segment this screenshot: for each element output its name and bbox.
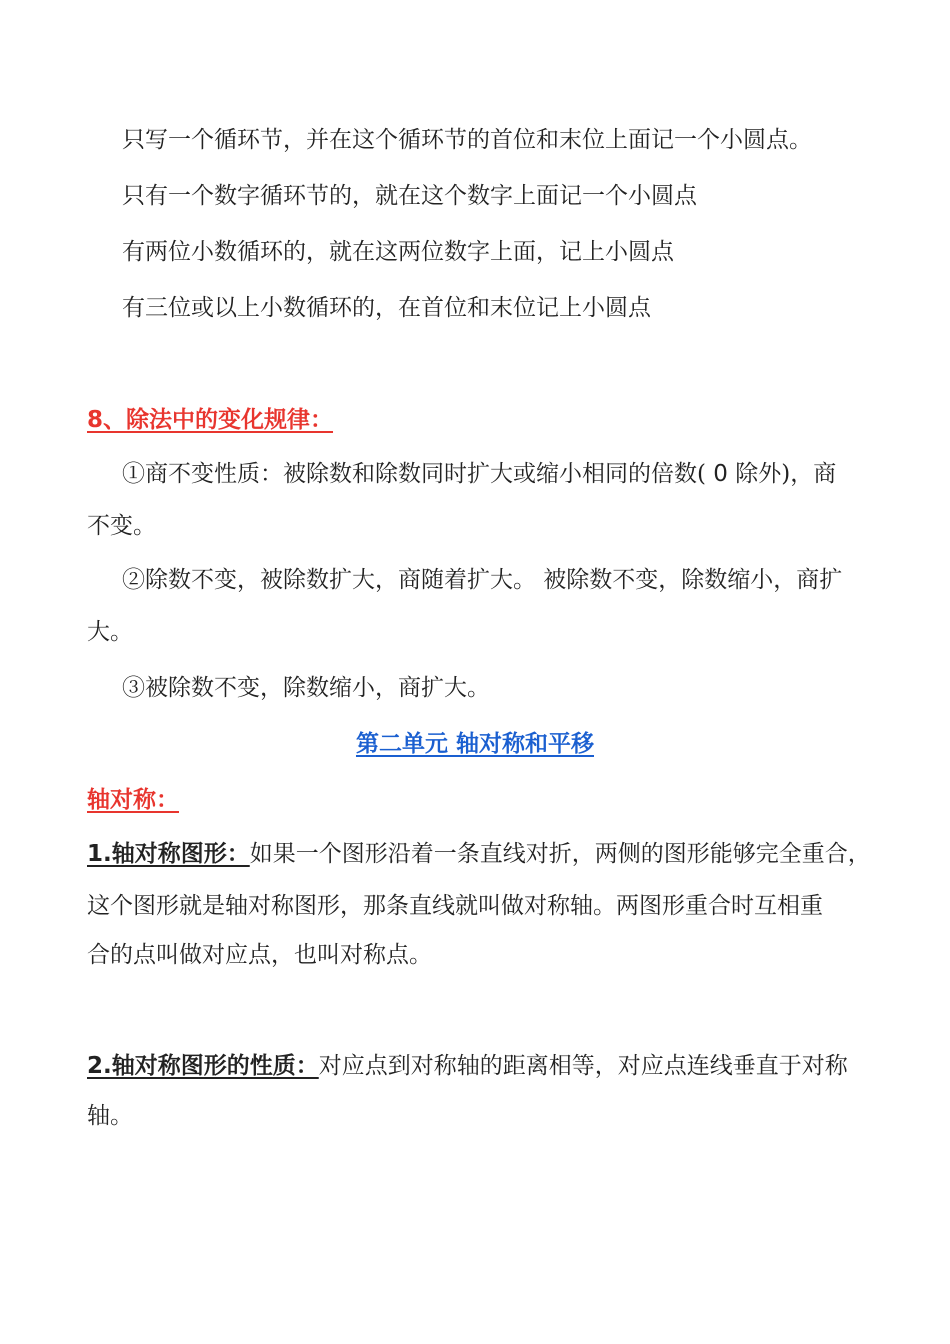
item-1-line-1	[87, 839, 871, 869]
item-1-term: 1.轴对称图形：	[87, 841, 250, 867]
item-2-text-a: 对应点到对称轴的距离相等，对应点连线垂直于对称	[318, 1053, 848, 1079]
rule-1-text-a: ①商不变性质：被除数和除数同时扩大或缩小相同的倍数(	[122, 461, 706, 487]
division-rule-1-cont: 不变。	[87, 513, 156, 539]
division-rule-3: ③被除数不变，除数缩小，商扩大。	[122, 675, 490, 701]
loop-rule-line-1: 只写一个循环节，并在这个循环节的首位和末位上面记一个小圆点。	[122, 127, 812, 153]
rule-1-text-b: 除外)，商	[735, 461, 837, 487]
loop-rule-line-2: 只有一个数字循环节的，就在这个数字上面记一个小圆点	[122, 183, 697, 209]
loop-rule-line-3: 有两位小数循环的，就在这两位数字上面，记上小圆点	[122, 239, 674, 265]
item-1-line-2: 这个图形就是轴对称图形，那条直线就叫做对称轴。两图形重合时互相重	[87, 893, 823, 919]
loop-rule-line-4: 有三位或以上小数循环的，在首位和末位记上小圆点	[122, 295, 651, 321]
item-2-term: 2.轴对称图形的性质：	[87, 1053, 319, 1079]
rule-1-zero: 0	[705, 461, 736, 487]
item-2-line-2: 轴。	[87, 1103, 133, 1129]
axis-symmetry-heading: 轴对称：	[87, 787, 179, 813]
item-1-text-a: 如果一个图形沿着一条直线对折，两侧的图形能够完全重合，	[249, 841, 871, 867]
division-rule-2: ②除数不变，被除数扩大，商随着扩大。 被除数不变，除数缩小，商扩	[122, 567, 843, 593]
division-heading: 8、除法中的变化规律：	[87, 407, 334, 433]
division-rule-2-cont: 大。	[87, 619, 133, 645]
unit-title: 第二单元 轴对称和平移	[355, 731, 594, 757]
division-rule-1	[122, 459, 836, 489]
item-2-line-1	[87, 1051, 848, 1081]
item-1-line-3: 合的点叫做对应点，也叫对称点。	[87, 942, 432, 968]
